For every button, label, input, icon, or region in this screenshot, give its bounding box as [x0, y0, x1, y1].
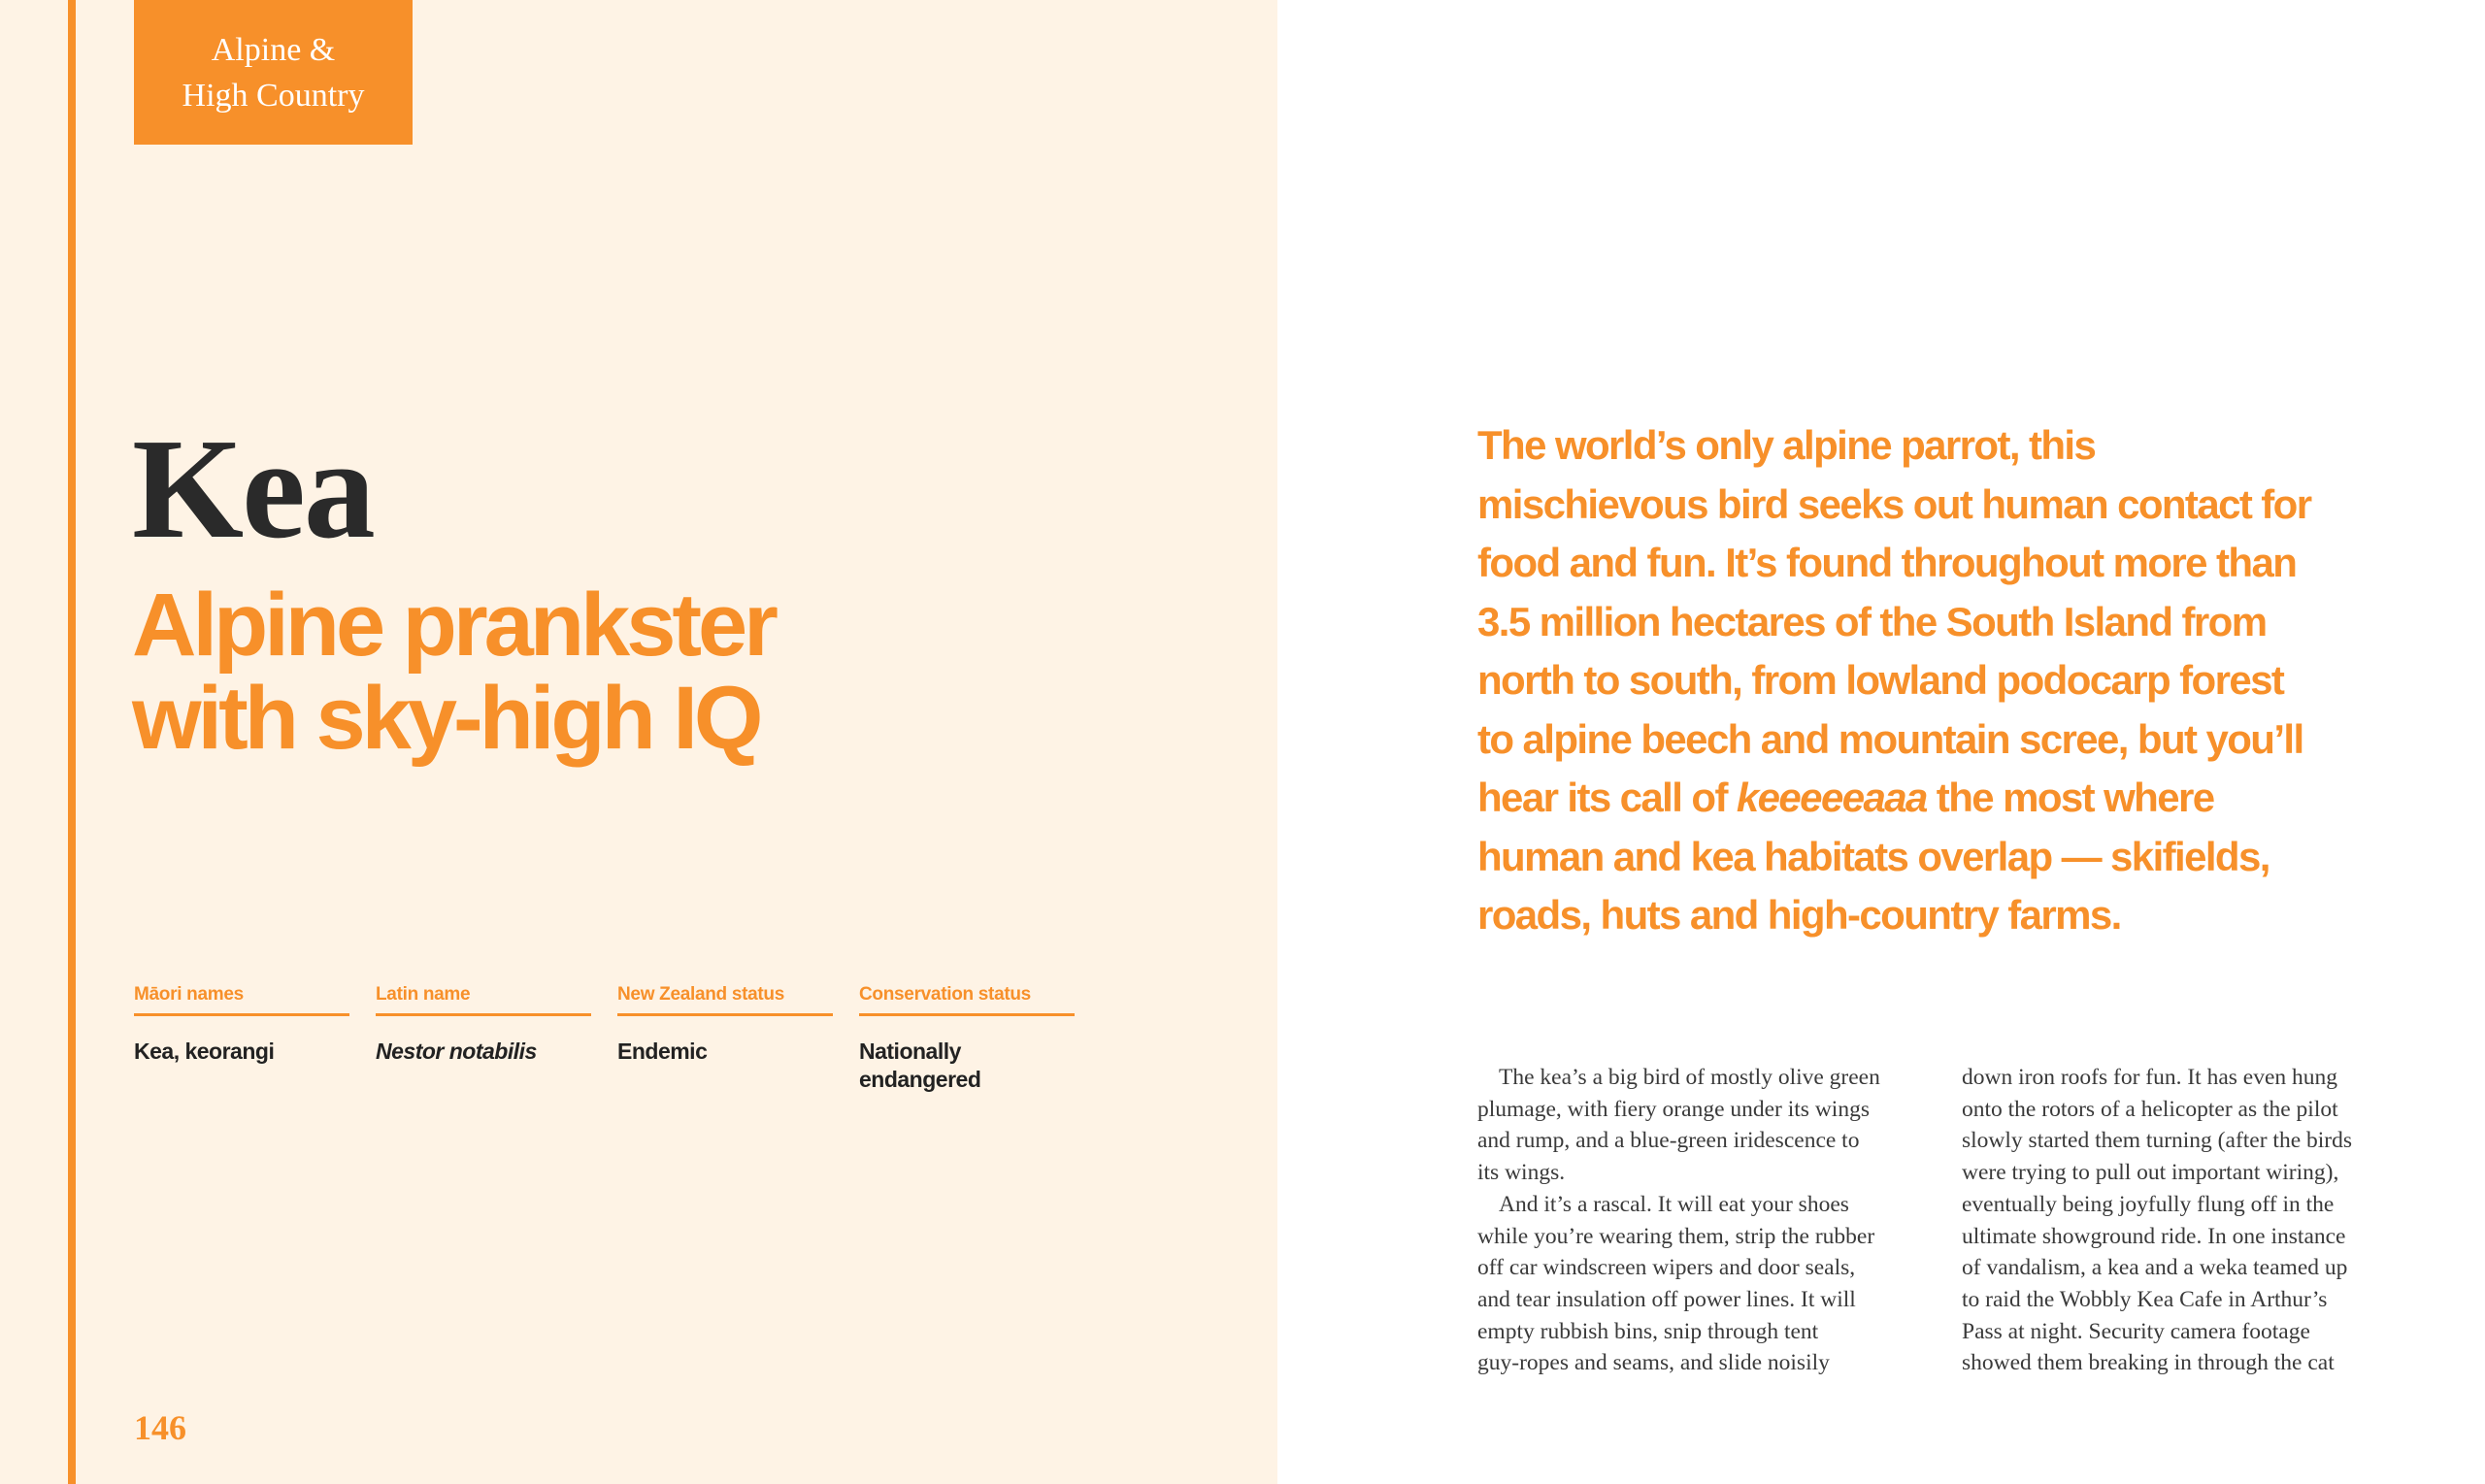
fact-label: New Zealand status: [617, 984, 833, 1016]
body-column-2: [1962, 1062, 2428, 1379]
intro-line: food and fun. It’s found throughout more than: [1477, 540, 2297, 585]
body-column-1: [1477, 1062, 1943, 1379]
intro-line: 3.5 million hectares of the South Island from: [1477, 598, 2267, 644]
fact-latin-name: [376, 984, 591, 1066]
body-line: and rump, and a blue-green iridescence to: [1477, 1128, 1860, 1154]
intro-italic-call: keeeeeaaa: [1736, 775, 1927, 820]
fact-maori-names: [134, 984, 349, 1066]
body-line: of vandalism, a kea and a weka teamed up: [1962, 1255, 2348, 1281]
fact-value: Endemic: [617, 1039, 708, 1064]
body-line: onto the rotors of a helicopter as the pilot: [1962, 1096, 2338, 1122]
body-line: ultimate showground ride. In one instance: [1962, 1223, 2346, 1249]
intro-line: human and kea habitats overlap — skifields,: [1477, 833, 2270, 879]
subtitle-line-1: Alpine prankster: [132, 576, 775, 675]
intro-line: roads, huts and high-country farms.: [1477, 892, 2121, 938]
fact-value: Nestor notabilis: [376, 1039, 537, 1064]
intro-paragraph: [1477, 416, 2448, 945]
body-line: guy-ropes and seams, and slide noisily: [1477, 1350, 1830, 1376]
body-line: down iron roofs for fun. It has even hung: [1962, 1065, 2338, 1090]
page-edge-rule: [68, 0, 76, 1484]
intro-text: hear its call of: [1477, 775, 1737, 820]
section-tab-line-2: High Country: [182, 77, 365, 114]
body-line: were trying to pull out important wiring),: [1962, 1160, 2339, 1186]
body-line: The kea’s a big bird of mostly olive green: [1499, 1065, 1880, 1090]
body-line: to raid the Wobbly Kea Cafe in Arthur’s: [1962, 1286, 2328, 1312]
body-line: showed them breaking in through the cat: [1962, 1350, 2335, 1376]
fact-value-line-2: endangered: [859, 1067, 981, 1092]
page-subtitle: [132, 576, 775, 768]
fact-label: Māori names: [134, 984, 349, 1016]
fact-value: Kea, keorangi: [134, 1039, 275, 1064]
fact-value-line-1: Nationally: [859, 1039, 961, 1064]
section-tab: [134, 0, 413, 145]
subtitle-line-2: with sky-high IQ: [132, 669, 760, 768]
intro-line: The world’s only alpine parrot, this: [1477, 422, 2096, 468]
body-line: empty rubbish bins, snip through tent: [1477, 1318, 1819, 1344]
body-line: Pass at night. Security camera footage: [1962, 1318, 2310, 1344]
body-line: off car windscreen wipers and door seals,: [1477, 1255, 1856, 1281]
section-tab-line-1: Alpine &: [211, 31, 336, 68]
intro-line: north to south, from lowland podocarp forest: [1477, 657, 2284, 703]
body-line: And it’s a rascal. It will eat your shoes: [1499, 1191, 1849, 1217]
body-line: eventually being joyfully flung off in the: [1962, 1191, 2335, 1217]
intro-line: [1477, 769, 2448, 828]
body-line: and tear insulation off power lines. It will: [1477, 1286, 1856, 1312]
fact-label: Conservation status: [859, 984, 1075, 1016]
fact-label: Latin name: [376, 984, 591, 1016]
page-number: 146: [134, 1408, 186, 1447]
fact-nz-status: [617, 984, 833, 1066]
fact-value: [859, 1038, 1075, 1094]
intro-line: mischievous bird seeks out human contact for: [1477, 480, 2311, 527]
page-title: Kea: [132, 410, 374, 569]
body-line: its wings.: [1477, 1160, 1566, 1186]
fact-conservation-status: [859, 984, 1075, 1094]
intro-text: the most where: [1926, 775, 2214, 820]
body-line: slowly started them turning (after the birds: [1962, 1128, 2353, 1154]
body-line: while you’re wearing them, strip the rubber: [1477, 1223, 1875, 1249]
body-line: plumage, with fiery orange under its wings: [1477, 1096, 1870, 1122]
intro-line: to alpine beech and mountain scree, but you’ll: [1477, 715, 2303, 762]
